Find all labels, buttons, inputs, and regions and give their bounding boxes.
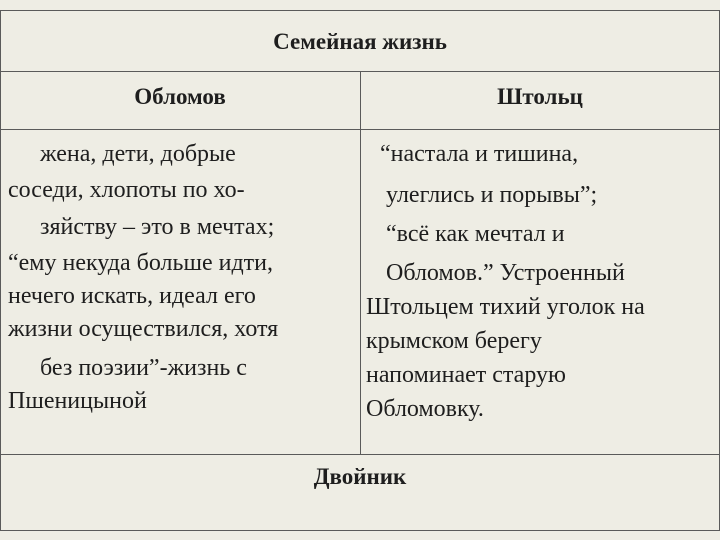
oblomov-text-line: без поэзии”-жизнь с [40, 355, 247, 381]
stolz-text-line: “всё как мечтал и [386, 221, 565, 247]
column-header-oblomov: Обломов [134, 84, 226, 109]
table-divider-footer [0, 454, 720, 455]
table-border-top [0, 10, 720, 11]
oblomov-text-line: соседи, хлопоты по хо- [8, 177, 245, 203]
oblomov-text-line: Пшеницыной [8, 388, 147, 414]
stolz-text-line: Обломовку. [366, 396, 484, 422]
table-column-divider [360, 71, 361, 454]
oblomov-text-line: жизни осуществился, хотя [8, 316, 279, 342]
column-header-stolz: Штольц [497, 84, 583, 109]
stolz-text-line: Штольцем тихий уголок на [366, 294, 645, 320]
oblomov-text-line: жена, дети, добрые [40, 141, 236, 167]
stolz-text-line: “настала и тишина, [380, 141, 579, 167]
oblomov-text-line: нечего искать, идеал его [8, 283, 256, 309]
table-title: Семейная жизнь [273, 29, 447, 54]
stolz-text-line: улеглись и порывы”; [386, 182, 598, 208]
oblomov-text-line: “ему некуда больше идти, [8, 250, 273, 276]
stolz-text-line: крымском берегу [366, 328, 542, 354]
table-footer: Двойник [313, 464, 407, 489]
table-border-bottom [0, 530, 720, 531]
stolz-text-line: Обломов.” Устроенный [386, 260, 625, 286]
stolz-text-line: напоминает старую [366, 362, 566, 388]
oblomov-text-line: зяйству – это в мечтах; [40, 214, 275, 240]
